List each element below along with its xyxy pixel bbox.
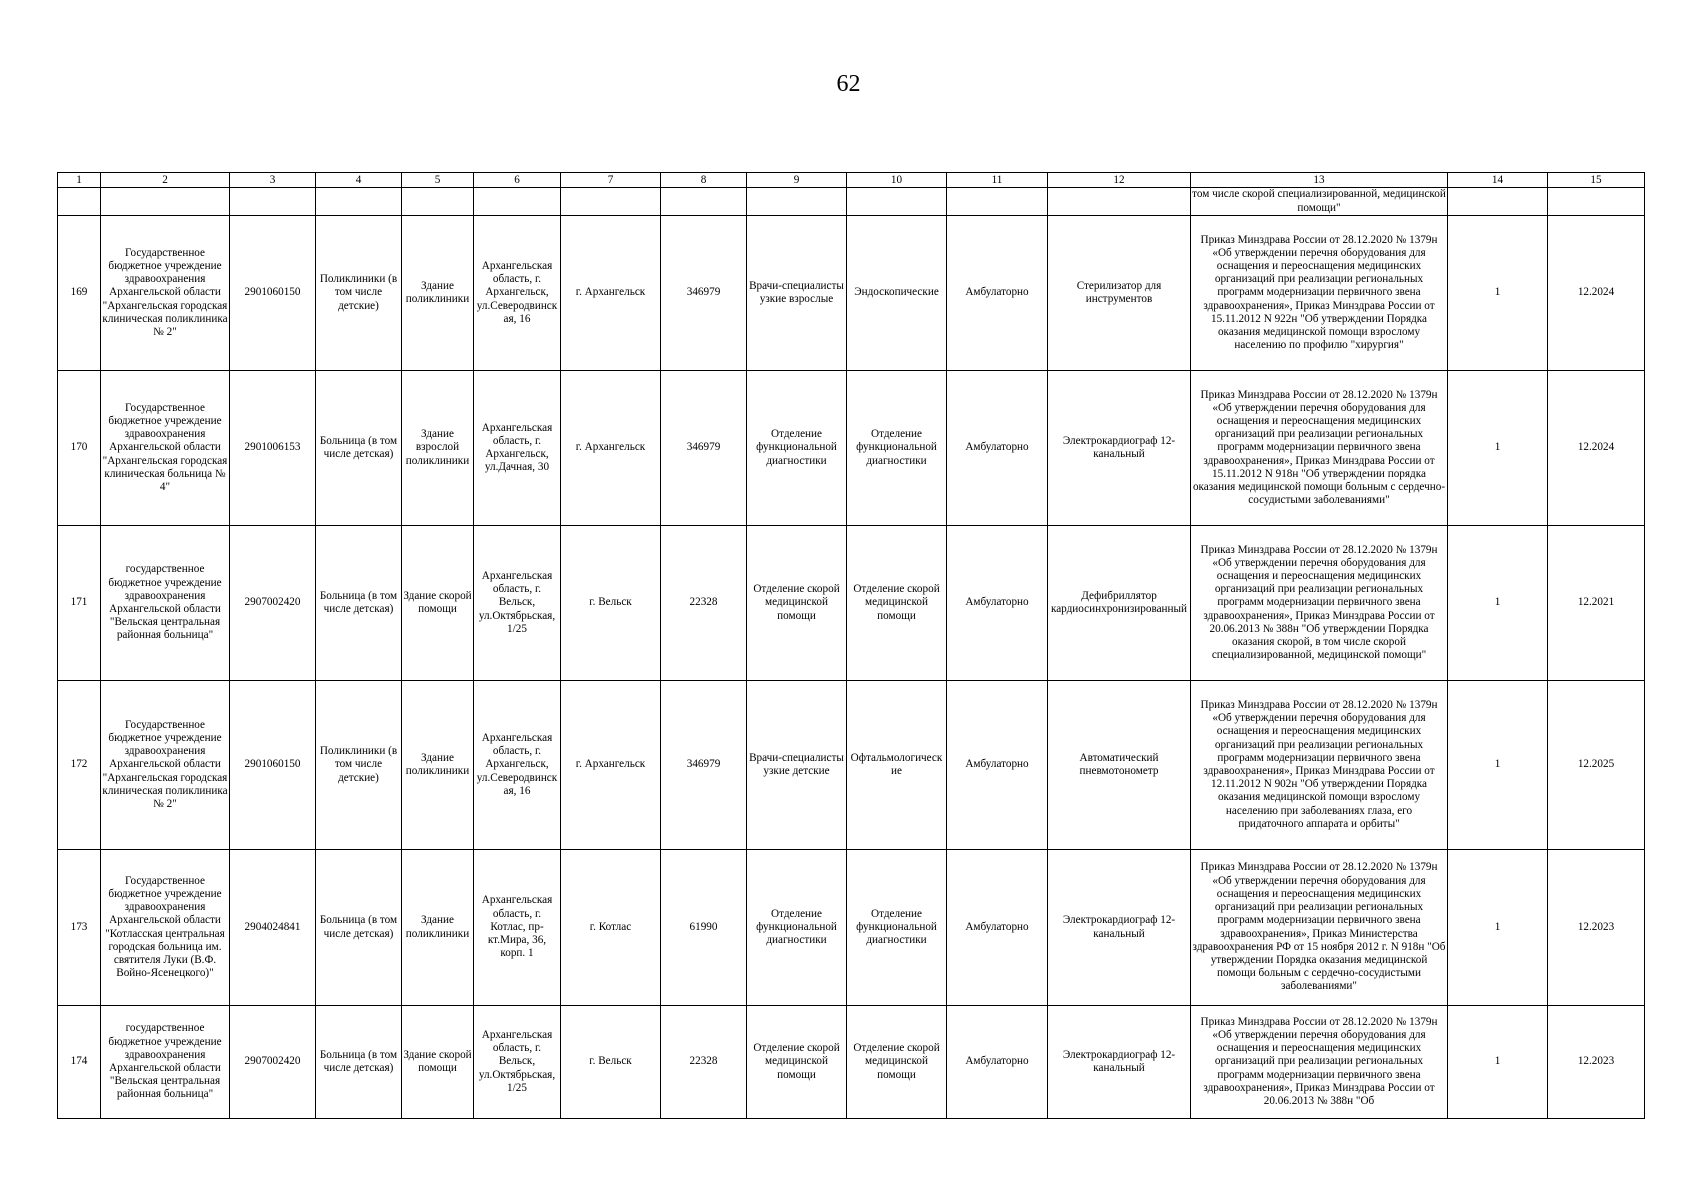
empty-cell [947,188,1048,216]
table-row [58,850,1645,1006]
population-cell: 22328 [661,526,747,681]
date-cell: 12.2025 [1548,681,1645,850]
column-number: 5 [402,173,474,188]
continuation-row [58,188,1645,216]
empty-cell [402,188,474,216]
building-cell: Здание поликлиники [402,216,474,371]
subdivision-cell: Отделение скорой медицинской помощи [847,1006,947,1119]
facility-type-cell: Поликлиники (в том числе детские) [316,681,402,850]
department-cell: Врачи-специалисты узкие взрослые [747,216,847,371]
equipment-cell: Автоматический пневмотонометр [1048,681,1191,850]
population-cell: 61990 [661,850,747,1006]
row-number-cell: 170 [58,371,101,526]
column-number: 9 [747,173,847,188]
column-number: 7 [561,173,661,188]
subdivision-cell: Офтальмологические [847,681,947,850]
organization-cell: государственное бюджетное учреждение здравоохранения Архангельской области "Вельская центральная районная больница" [101,526,230,681]
column-number-row [58,173,1645,188]
legal-basis-cell: Приказ Минздрава России от 28.12.2020 № 1379н «Об утверждении перечня оборудования для оснащения и переоснащения медицинских организаций при реализации региональных программ модернизации первичного звена здравоохранения», Приказ Минздрава России от 15.11.2012 N 918н "Об утверждении порядка оказания медицинской помощи больным с сердечно-сосудистыми заболеваниями" [1191,371,1448,526]
empty-cell [1548,188,1645,216]
quantity-cell: 1 [1448,216,1548,371]
city-cell: г. Котлас [561,850,661,1006]
date-cell: 12.2023 [1548,850,1645,1006]
date-cell: 12.2023 [1548,1006,1645,1119]
care-condition-cell: Амбулаторно [947,1006,1048,1119]
organization-cell: Государственное бюджетное учреждение здравоохранения Архангельской области "Архангельская городская клиническая поликлиника № 2" [101,216,230,371]
care-condition-cell: Амбулаторно [947,850,1048,1006]
empty-cell [1448,188,1548,216]
equipment-cell: Дефибриллятор кардиосинхронизированный [1048,526,1191,681]
column-number: 2 [101,173,230,188]
facility-type-cell: Поликлиники (в том числе детские) [316,216,402,371]
legal-basis-cell: Приказ Минздрава России от 28.12.2020 № 1379н «Об утверждении перечня оборудования для оснащения и переоснащения медицинских организаций при реализации региональных программ модернизации первичного звена здравоохранения», Приказ Минздрава России от 15.11.2012 N 922н "Об утверждении Порядка оказания медицинской помощи взрослому населению по профилю "хирургия" [1191,216,1448,371]
city-cell: г. Архангельск [561,371,661,526]
row-number-cell: 169 [58,216,101,371]
empty-cell [661,188,747,216]
address-cell: Архангельская область, г. Вельск, ул.Октябрьская, 1/25 [474,1006,561,1119]
column-number: 6 [474,173,561,188]
subdivision-cell: Отделение функциональной диагностики [847,371,947,526]
date-cell: 12.2021 [1548,526,1645,681]
row-number-cell: 173 [58,850,101,1006]
column-number: 11 [947,173,1048,188]
empty-cell [101,188,230,216]
column-number: 8 [661,173,747,188]
city-cell: г. Вельск [561,526,661,681]
legal-basis-cell: Приказ Минздрава России от 28.12.2020 № 1379н «Об утверждении перечня оборудования для оснащения и переоснащения медицинских организаций при реализации региональных программ модернизации первичного звена здравоохранения», Приказ Министерства здравоохранения РФ от 15 ноября 2012 г. N 918н "Об утверждении Порядка оказания медицинской помощи больным с сердечно-сосудистыми заболеваниями" [1191,850,1448,1006]
building-cell: Здание скорой помощи [402,526,474,681]
subdivision-cell: Отделение скорой медицинской помощи [847,526,947,681]
organization-cell: Государственное бюджетное учреждение здравоохранения Архангельской области "Котласская центральная городская больница им. святителя Луки (В.Ф. Войно-Ясенецкого)" [101,850,230,1006]
column-number: 12 [1048,173,1191,188]
row-number-cell: 171 [58,526,101,681]
equipment-cell: Электрокардиограф 12-канальный [1048,371,1191,526]
empty-cell [561,188,661,216]
department-cell: Отделение скорой медицинской помощи [747,1006,847,1119]
inn-cell: 2907002420 [230,1006,316,1119]
date-cell: 12.2024 [1548,216,1645,371]
address-cell: Архангельская область, г. Архангельск, ул.Северодвинская, 16 [474,681,561,850]
address-cell: Архангельская область, г. Архангельск, ул.Дачная, 30 [474,371,561,526]
quantity-cell: 1 [1448,850,1548,1006]
facility-type-cell: Больница (в том числе детская) [316,526,402,681]
empty-cell [747,188,847,216]
department-cell: Врачи-специалисты узкие детские [747,681,847,850]
facility-type-cell: Больница (в том числе детская) [316,1006,402,1119]
table-row [58,526,1645,681]
empty-cell [1048,188,1191,216]
column-number: 15 [1548,173,1645,188]
equipment-register-table [57,172,1645,1119]
table-row [58,371,1645,526]
quantity-cell: 1 [1448,526,1548,681]
department-cell: Отделение функциональной диагностики [747,850,847,1006]
care-condition-cell: Амбулаторно [947,526,1048,681]
row-number-cell: 172 [58,681,101,850]
subdivision-cell: Эндоскопические [847,216,947,371]
facility-type-cell: Больница (в том числе детская) [316,850,402,1006]
inn-cell: 2904024841 [230,850,316,1006]
organization-cell: государственное бюджетное учреждение здравоохранения Архангельской области "Вельская центральная районная больница" [101,1006,230,1119]
quantity-cell: 1 [1448,1006,1548,1119]
care-condition-cell: Амбулаторно [947,681,1048,850]
address-cell: Архангельская область, г. Архангельск, ул.Северодвинская, 16 [474,216,561,371]
population-cell: 346979 [661,371,747,526]
city-cell: г. Вельск [561,1006,661,1119]
quantity-cell: 1 [1448,681,1548,850]
column-number: 4 [316,173,402,188]
address-cell: Архангельская область, г. Вельск, ул.Октябрьская, 1/25 [474,526,561,681]
building-cell: Здание поликлиники [402,681,474,850]
table-row [58,681,1645,850]
equipment-cell: Стерилизатор для инструментов [1048,216,1191,371]
page-number: 62 [836,71,861,97]
legal-basis-cell: Приказ Минздрава России от 28.12.2020 № 1379н «Об утверждении перечня оборудования для оснащения и переоснащения медицинских организаций при реализации региональных программ модернизации первичного звена здравоохранения», Приказ Минздрава России от 12.11.2012 N 902н "Об утверждении Порядка оказания медицинской помощи взрослому населению при заболеваниях глаза, его придаточного аппарата и орбиты" [1191,681,1448,850]
empty-cell [847,188,947,216]
city-cell: г. Архангельск [561,216,661,371]
population-cell: 22328 [661,1006,747,1119]
column-number: 1 [58,173,101,188]
equipment-cell: Электрокардиограф 12-канальный [1048,1006,1191,1119]
inn-cell: 2901006153 [230,371,316,526]
empty-cell [316,188,402,216]
date-cell: 12.2024 [1548,371,1645,526]
row-number-cell: 174 [58,1006,101,1119]
table-row [58,1006,1645,1119]
empty-cell [58,188,101,216]
department-cell: Отделение функциональной диагностики [747,371,847,526]
legal-basis-cell: Приказ Минздрава России от 28.12.2020 № 1379н «Об утверждении перечня оборудования для оснащения и переоснащения медицинских организаций при реализации региональных программ модернизации первичного звена здравоохранения», Приказ Минздрава России от 20.06.2013 № 388н "Об утверждении Порядка оказания скорой, в том числе скорой специализированной, медицинской помощи" [1191,526,1448,681]
address-cell: Архангельская область, г. Котлас, пр-кт.Мира, 36, корп. 1 [474,850,561,1006]
empty-cell [230,188,316,216]
department-cell: Отделение скорой медицинской помощи [747,526,847,681]
population-cell: 346979 [661,216,747,371]
empty-cell [474,188,561,216]
inn-cell: 2901060150 [230,216,316,371]
building-cell: Здание поликлиники [402,850,474,1006]
equipment-cell: Электрокардиограф 12-канальный [1048,850,1191,1006]
legal-basis-cell: том числе скорой специализированной, медицинской помощи" [1192,188,1446,214]
care-condition-cell: Амбулаторно [947,216,1048,371]
building-cell: Здание скорой помощи [402,1006,474,1119]
population-cell: 346979 [661,681,747,850]
legal-basis-cell: Приказ Минздрава России от 28.12.2020 № 1379н «Об утверждении перечня оборудования для оснащения и переоснащения медицинских организаций при реализации региональных программ модернизации первичного звена здравоохранения», Приказ Минздрава России от 20.06.2013 № 388н "Об [1191,1006,1448,1119]
organization-cell: Государственное бюджетное учреждение здравоохранения Архангельской области "Архангельская городская клиническая больница № 4" [101,371,230,526]
care-condition-cell: Амбулаторно [947,371,1048,526]
inn-cell: 2901060150 [230,681,316,850]
quantity-cell: 1 [1448,371,1548,526]
city-cell: г. Архангельск [561,681,661,850]
building-cell: Здание взрослой поликлиники [402,371,474,526]
column-number: 10 [847,173,947,188]
table-row [58,216,1645,371]
inn-cell: 2907002420 [230,526,316,681]
column-number: 3 [230,173,316,188]
column-number: 14 [1448,173,1548,188]
organization-cell: Государственное бюджетное учреждение здравоохранения Архангельской области "Архангельская городская клиническая поликлиника № 2" [101,681,230,850]
facility-type-cell: Больница (в том числе детская) [316,371,402,526]
subdivision-cell: Отделение функциональной диагностики [847,850,947,1006]
column-number: 13 [1191,173,1448,188]
